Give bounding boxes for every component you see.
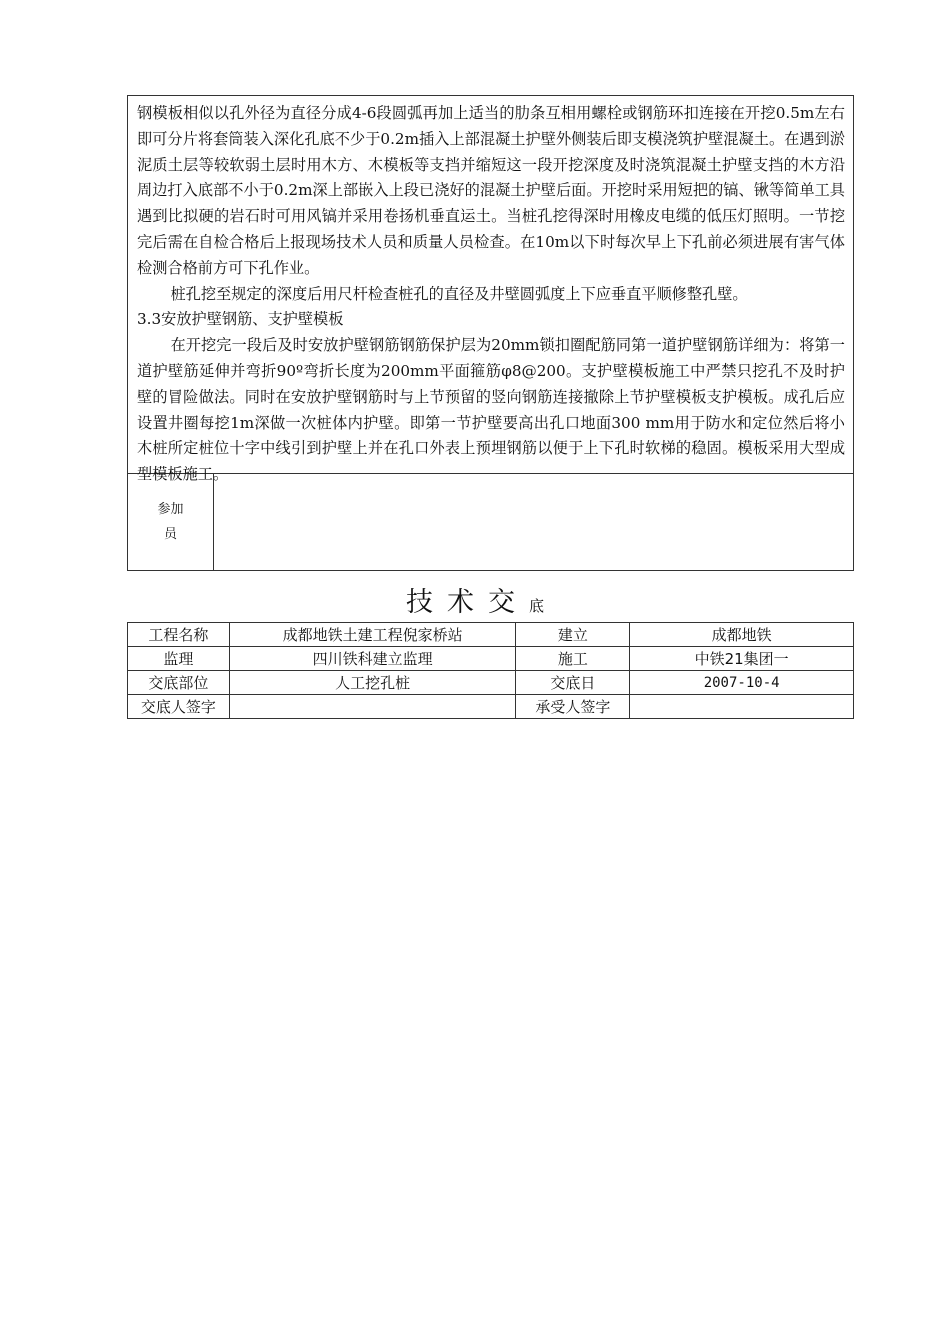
participants-value bbox=[214, 474, 853, 570]
supervisor-label: 监理 bbox=[128, 647, 230, 671]
title-main: 技术交 bbox=[405, 587, 529, 618]
section-heading: 3.3安放护壁钢筋、支护壁模板 bbox=[137, 310, 344, 329]
info-table bbox=[127, 622, 854, 719]
paragraph-rebar: 在开挖完一段后及时安放护壁钢筋钢筋保护层为20mm锁扣圈配筋同第一道护壁钢筋详细为：将第一道护壁筋延伸并弯折90º弯折长度为200mm平面箍筋φ8@200。支护壁模板施工中严禁只挖孔不及时护壁的冒险做法。同时在安放护壁钢筋时与上节预留的竖向钢筋连接撤除上节护壁模板支护模板。成孔后应设置井圈每挖1m深做一次桩体内护壁。即第一节护壁要高出孔口地面300 mm用于防水和定位然后将小木桩所定桩位十字中线引到护壁上并在孔口外表上预埋钢筋以便于上下孔时软梯的稳固。模板采用大型成型模板施工。 bbox=[137, 336, 845, 484]
giver-sign-value bbox=[229, 695, 516, 719]
title-tail: 底 bbox=[528, 597, 544, 615]
date-value: 2007-10-4 bbox=[630, 671, 854, 695]
participants-label bbox=[128, 474, 214, 570]
project-name-value: 成都地铁土建工程倪家桥站 bbox=[229, 623, 516, 647]
participants-label-line1: 参加 bbox=[157, 502, 184, 517]
table-row bbox=[128, 623, 854, 647]
participants-row bbox=[128, 474, 853, 570]
date-label: 交底日 bbox=[516, 671, 630, 695]
giver-sign-label: 交底人签字 bbox=[128, 695, 230, 719]
table-row bbox=[128, 695, 854, 719]
content-cell bbox=[128, 96, 853, 484]
table-row bbox=[128, 647, 854, 671]
paragraph-inspection: 桩孔挖至规定的深度后用尺杆检查桩孔的直径及井壁圆弧度上下应垂直平顺修整孔壁。 bbox=[170, 284, 748, 303]
receiver-sign-label: 承受人签字 bbox=[516, 695, 630, 719]
project-name-label: 工程名称 bbox=[128, 623, 230, 647]
location-label: 交底部位 bbox=[128, 671, 230, 695]
document-title bbox=[0, 580, 950, 619]
receiver-sign-value bbox=[630, 695, 854, 719]
supervisor-value: 四川铁科建立监理 bbox=[229, 647, 516, 671]
table-row bbox=[128, 671, 854, 695]
participants-label-line2: 员 bbox=[163, 527, 177, 542]
builder-value: 成都地铁 bbox=[630, 623, 854, 647]
construction-label: 施工 bbox=[516, 647, 630, 671]
location-value: 人工挖孔桩 bbox=[229, 671, 516, 695]
content-table bbox=[127, 95, 854, 571]
builder-label: 建立 bbox=[516, 623, 630, 647]
paragraph-excavation: 钢模板相似以孔外径为直径分成4-6段圆弧再加上适当的肋条互相用螺栓或钢筋环扣连接在开挖0.5m左右即可分片将套筒装入深化孔底不少于0.2m插入上部混凝土护壁外侧装后即支模浇筑护壁混凝土。在遇到淤泥质土层等较软弱土层时用木方、木模板等支挡并缩短这一段开挖深度及时浇筑混凝土护壁支挡的木方沿周边打入底部不小于0.2m深上部嵌入上段已浇好的混凝土护壁后面。开挖时采用短把的镐、锹等简单工具遇到比拟硬的岩石时可用风镐并采用卷扬机垂直运土。当桩孔挖得深时用橡皮电缆的低压灯照明。一节挖完后需在自检合格后上报现场技术人员和质量人员检查。在10m以下时每次早上下孔前必须进展有害气体检测合格前方可下孔作业。 bbox=[137, 104, 845, 277]
construction-value: 中铁21集团一 bbox=[630, 647, 854, 671]
